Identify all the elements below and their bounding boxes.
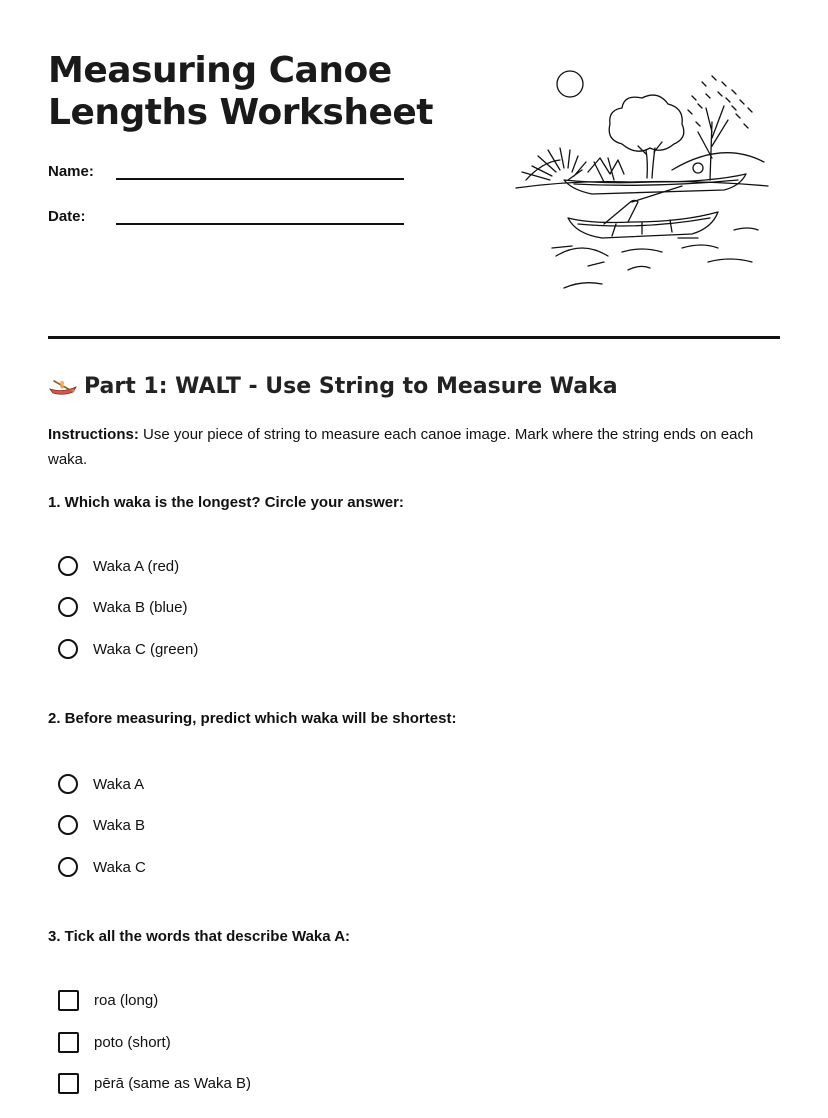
radio-button[interactable] [58, 857, 78, 877]
question-1-prompt: 1. Which waka is the longest? Circle your answer: [48, 494, 404, 511]
canoe-1 [564, 174, 746, 194]
question-1-option-c[interactable] [58, 639, 198, 659]
instructions [48, 422, 778, 472]
question-3-option-short[interactable] [58, 1032, 171, 1053]
radio-button[interactable] [58, 597, 78, 617]
option-label: roa (long) [94, 992, 159, 1009]
question-3-option-long[interactable] [58, 990, 158, 1011]
date-line[interactable] [116, 205, 404, 225]
title-line-2: Lengths Worksheet [48, 92, 434, 133]
canoe-icon [48, 377, 78, 397]
name-field [48, 160, 404, 180]
name-line[interactable] [116, 160, 404, 180]
question-2-option-c[interactable] [58, 857, 146, 877]
instructions-text: Use your piece of string to measure each canoe image. Mark where the string ends on each waka. [48, 426, 754, 468]
part1-heading [48, 374, 618, 399]
hill [672, 153, 764, 170]
question-3-prompt: 3. Tick all the words that describe Waka A: [48, 928, 351, 945]
question-2-option-b[interactable] [58, 815, 145, 835]
question-1-option-b[interactable] [58, 597, 187, 617]
option-label: Waka B (blue) [93, 598, 188, 616]
option-label: pērā (same as Waka B) [94, 1075, 251, 1092]
fern-bush-left [522, 148, 586, 180]
part1-heading-text: Part 1: WALT - Use String to Measure Waka [84, 374, 618, 399]
option-label: Waka A [93, 775, 145, 793]
option-label: Waka C (green) [93, 640, 199, 658]
bushy-tree-canopy [609, 95, 684, 151]
question-2-prompt: 2. Before measuring, predict which waka will be shortest: [48, 710, 457, 727]
water-ripples [552, 228, 758, 288]
flower [693, 163, 703, 173]
option-label: Waka C [93, 858, 146, 876]
title-line-1: Measuring Canoe [48, 50, 392, 91]
radio-button[interactable] [58, 639, 78, 659]
worksheet-title [48, 50, 468, 134]
sun-illustration [557, 71, 583, 97]
option-label: Waka A (red) [93, 557, 180, 575]
checkbox[interactable] [58, 990, 79, 1011]
question-1-option-a[interactable] [58, 556, 179, 576]
name-label: Name: [48, 163, 94, 180]
radio-button[interactable] [58, 556, 78, 576]
canoe-landscape-illustration [512, 62, 774, 294]
checkbox[interactable] [58, 1032, 79, 1053]
option-label: poto (short) [94, 1034, 171, 1051]
question-3-option-same[interactable] [58, 1073, 251, 1094]
instructions-label: Instructions: [48, 426, 139, 443]
checkbox[interactable] [58, 1073, 79, 1094]
question-2-option-a[interactable] [58, 774, 144, 794]
header-divider [48, 336, 780, 339]
option-label: Waka B [93, 816, 145, 834]
date-label: Date: [48, 208, 86, 225]
radio-button[interactable] [58, 815, 78, 835]
fern-bush-right [588, 158, 624, 182]
date-field [48, 205, 404, 225]
radio-button[interactable] [58, 774, 78, 794]
